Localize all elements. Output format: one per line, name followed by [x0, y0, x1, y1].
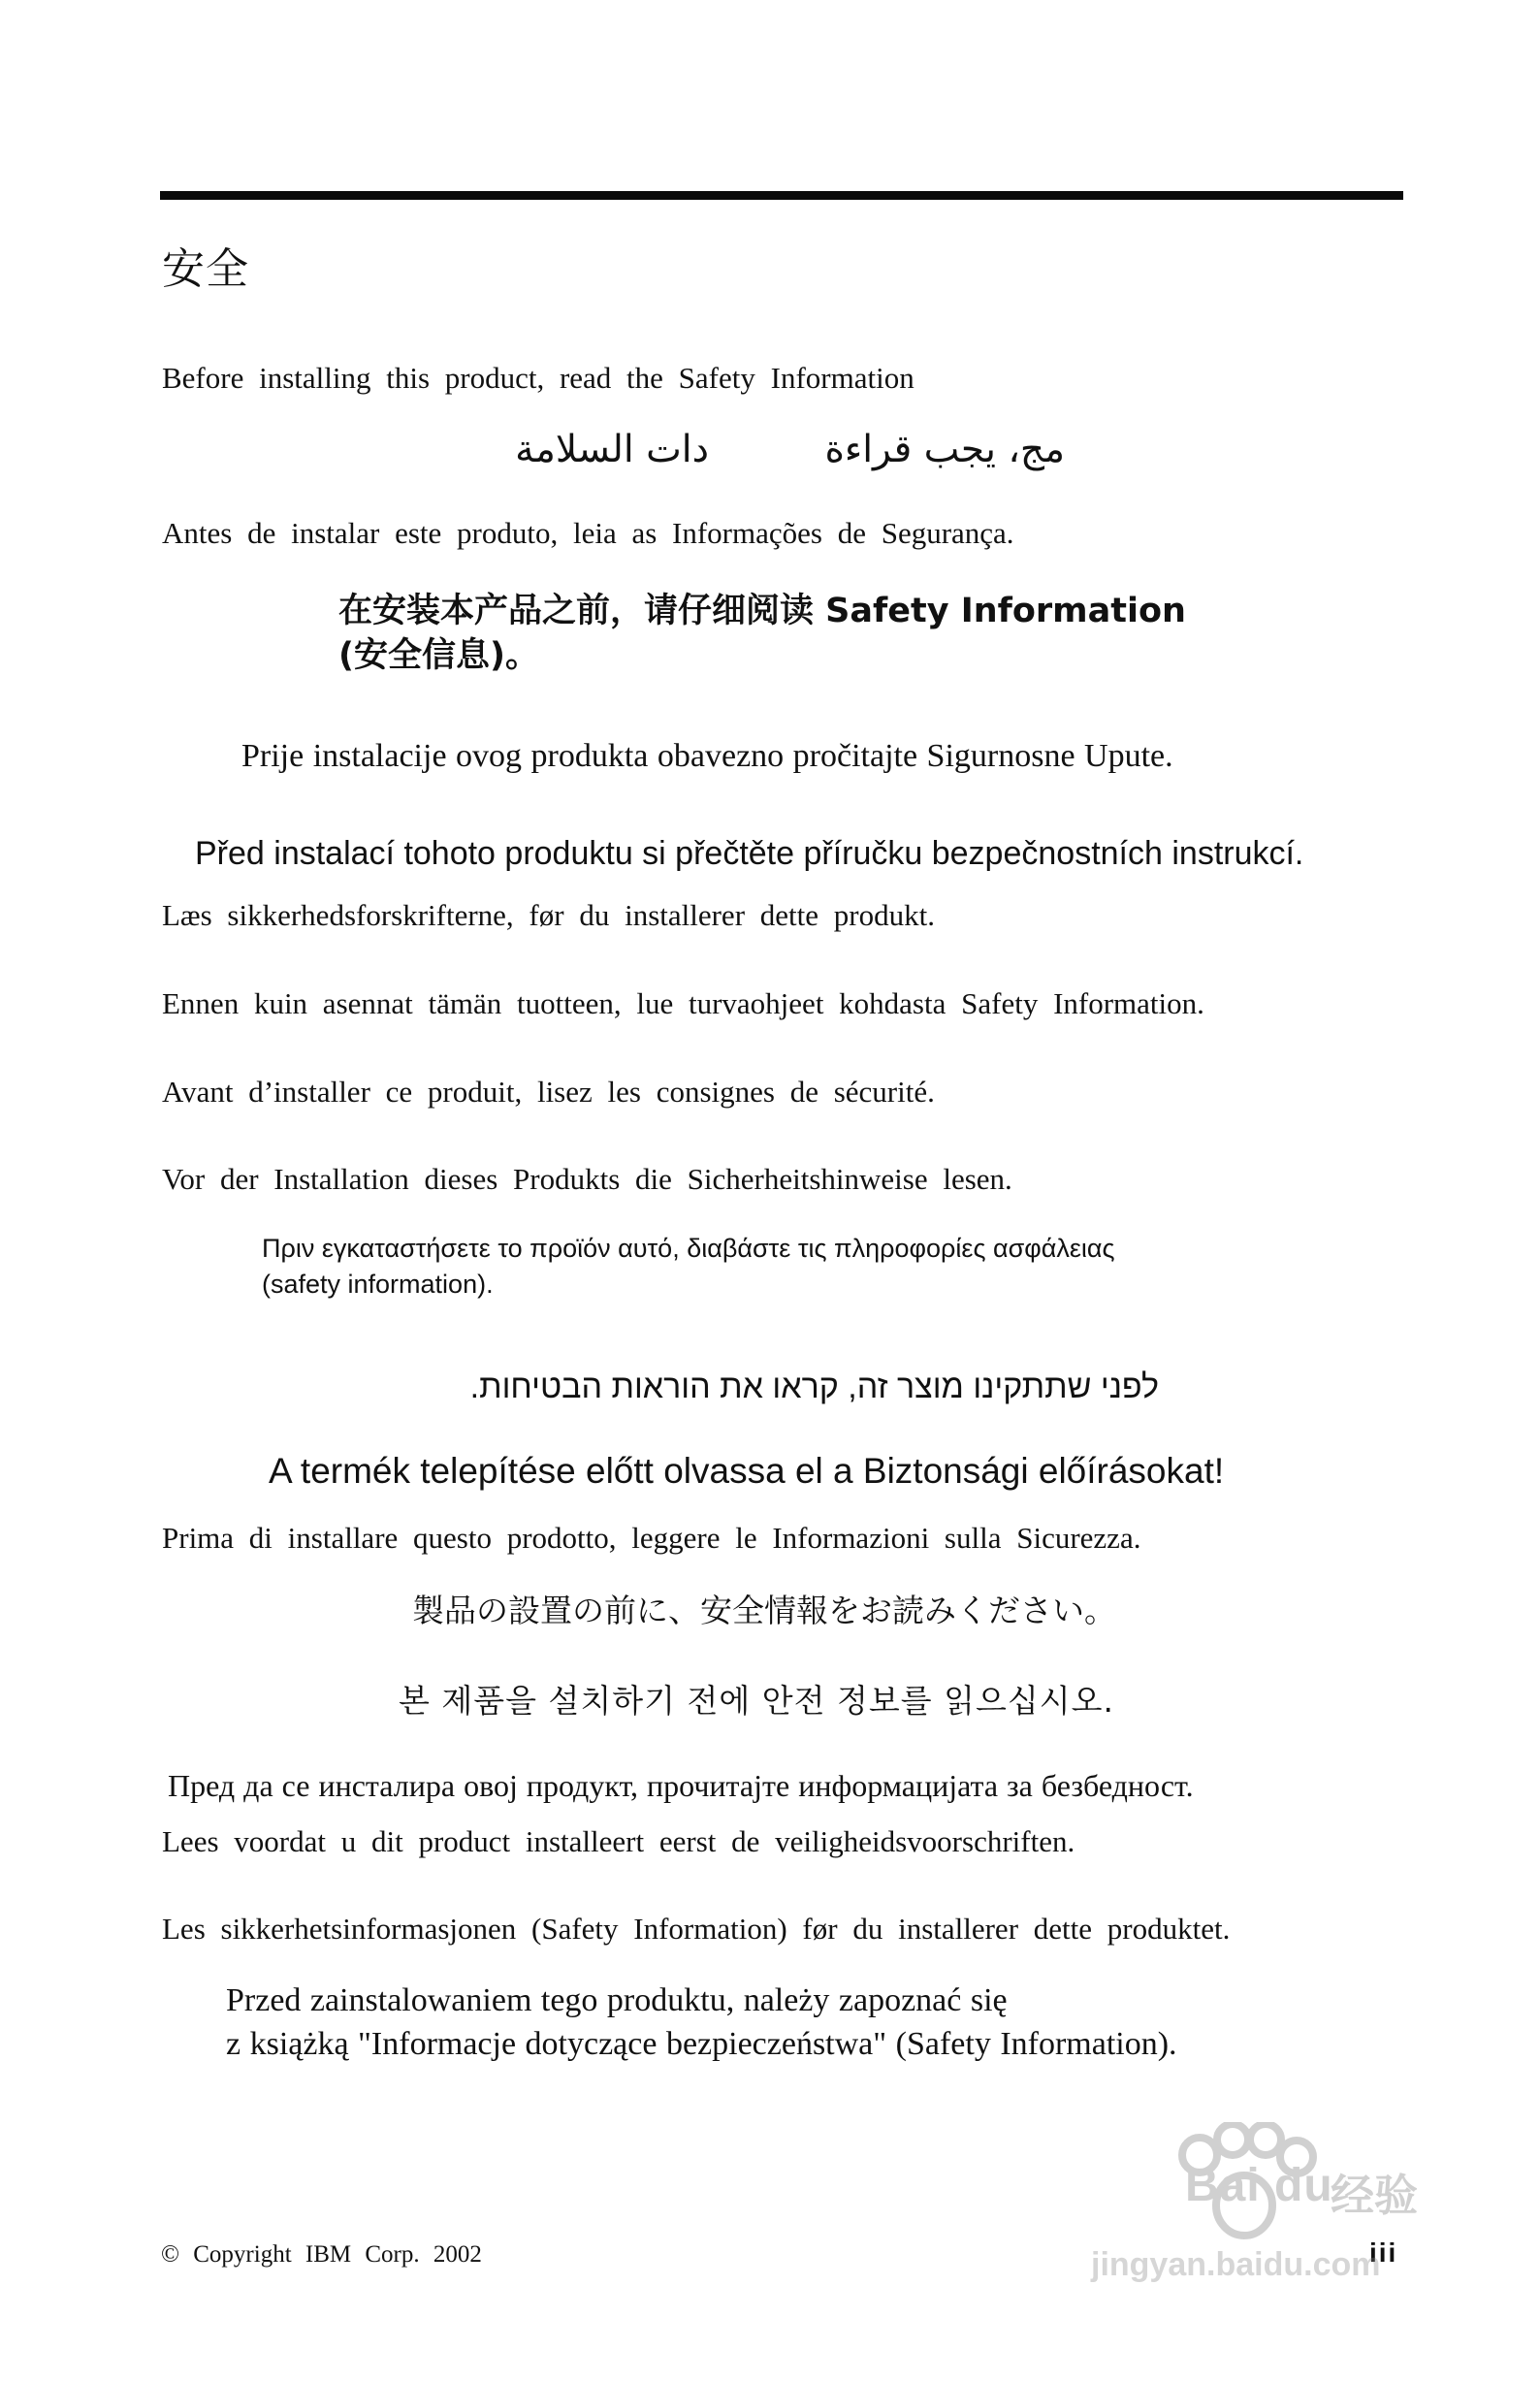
czech-safety-line: Před instalací tohoto produktu si přečtěte příručku bezpečnostních instrukcí.	[195, 835, 1304, 872]
german-safety-line: Vor der Installation dieses Produkts die Sicherheitshinweise lesen.	[162, 1162, 1012, 1196]
greek-safety-line-2: (safety information).	[262, 1270, 494, 1299]
page-title: 安全	[162, 244, 249, 294]
croatian-safety-line: Prije instalacije ovog produkta obavezno pročitajte Sigurnosne Upute.	[241, 738, 1173, 774]
top-rule	[160, 191, 1403, 200]
polish-safety-line-2: z książką "Informacje dotyczące bezpieczeństwa" (Safety Information).	[226, 2026, 1177, 2062]
macedonian-safety-line: Пред да се инсталира овој продукт, прочитајте информацијата за безбедност.	[168, 1768, 1194, 1803]
arabic-safety-line-left: دات السلامة	[515, 428, 709, 471]
watermark-brand: Bai du	[1185, 2160, 1333, 2211]
dutch-safety-line: Lees voordat u dit product installeert eerst de veiligheidsvoorschriften.	[162, 1824, 1075, 1858]
danish-safety-line: Læs sikkerhedsforskrifterne, før du installerer dette produkt.	[162, 898, 935, 932]
watermark-url: jingyan.baidu.com	[1091, 2246, 1381, 2283]
chinese-simplified-safety-line-2: (安全信息)。	[338, 636, 539, 675]
japanese-safety-line: 製品の設置の前に、安全情報をお読みください。	[412, 1592, 1116, 1629]
italian-safety-line: Prima di installare questo prodotto, leggere le Informazioni sulla Sicurezza.	[162, 1521, 1141, 1555]
polish-safety-line-1: Przed zainstalowaniem tego produktu, należy zapoznać się	[226, 1982, 1008, 2018]
norwegian-safety-line: Les sikkerhetsinformasjonen (Safety Information) før du installerer dette produktet.	[162, 1912, 1231, 1946]
finnish-safety-line: Ennen kuin asennat tämän tuotteen, lue turvaohjeet kohdasta Safety Information.	[162, 986, 1204, 1020]
watermark-service: 经验	[1331, 2170, 1419, 2221]
french-safety-line: Avant d’installer ce produit, lisez les consignes de sécurité.	[162, 1075, 935, 1109]
page-number: iii	[1369, 2237, 1398, 2268]
chinese-simplified-safety-line-1: 在安装本产品之前，请仔细阅读 Safety Information	[338, 592, 1186, 630]
baidu-watermark	[1083, 2122, 1437, 2297]
hungarian-safety-line: A termék telepítése előtt olvassa el a Biztonsági előírásokat!	[269, 1451, 1225, 1491]
hebrew-safety-line: לפני שתתקינו מוצר זה, קראו את הוראות הבטיחות.	[469, 1368, 1159, 1405]
portuguese-safety-line: Antes de instalar este produto, leia as Informações de Segurança.	[162, 516, 1014, 550]
copyright-footer: © Copyright IBM Corp. 2002	[161, 2241, 482, 2268]
baidu-paw-logo-icon	[1083, 2122, 1437, 2297]
arabic-safety-line-right: مج، يجب قراءة	[824, 428, 1065, 471]
korean-safety-line: 본 제품을 설치하기 전에 안전 정보를 읽으십시오.	[399, 1682, 1114, 1720]
english-safety-line: Before installing this product, read the Safety Information	[162, 361, 914, 395]
greek-safety-line-1: Πριν εγκαταστήσετε το προϊόν αυτό, διαβάστε τις πληροφορίες ασφάλειας	[262, 1234, 1115, 1263]
